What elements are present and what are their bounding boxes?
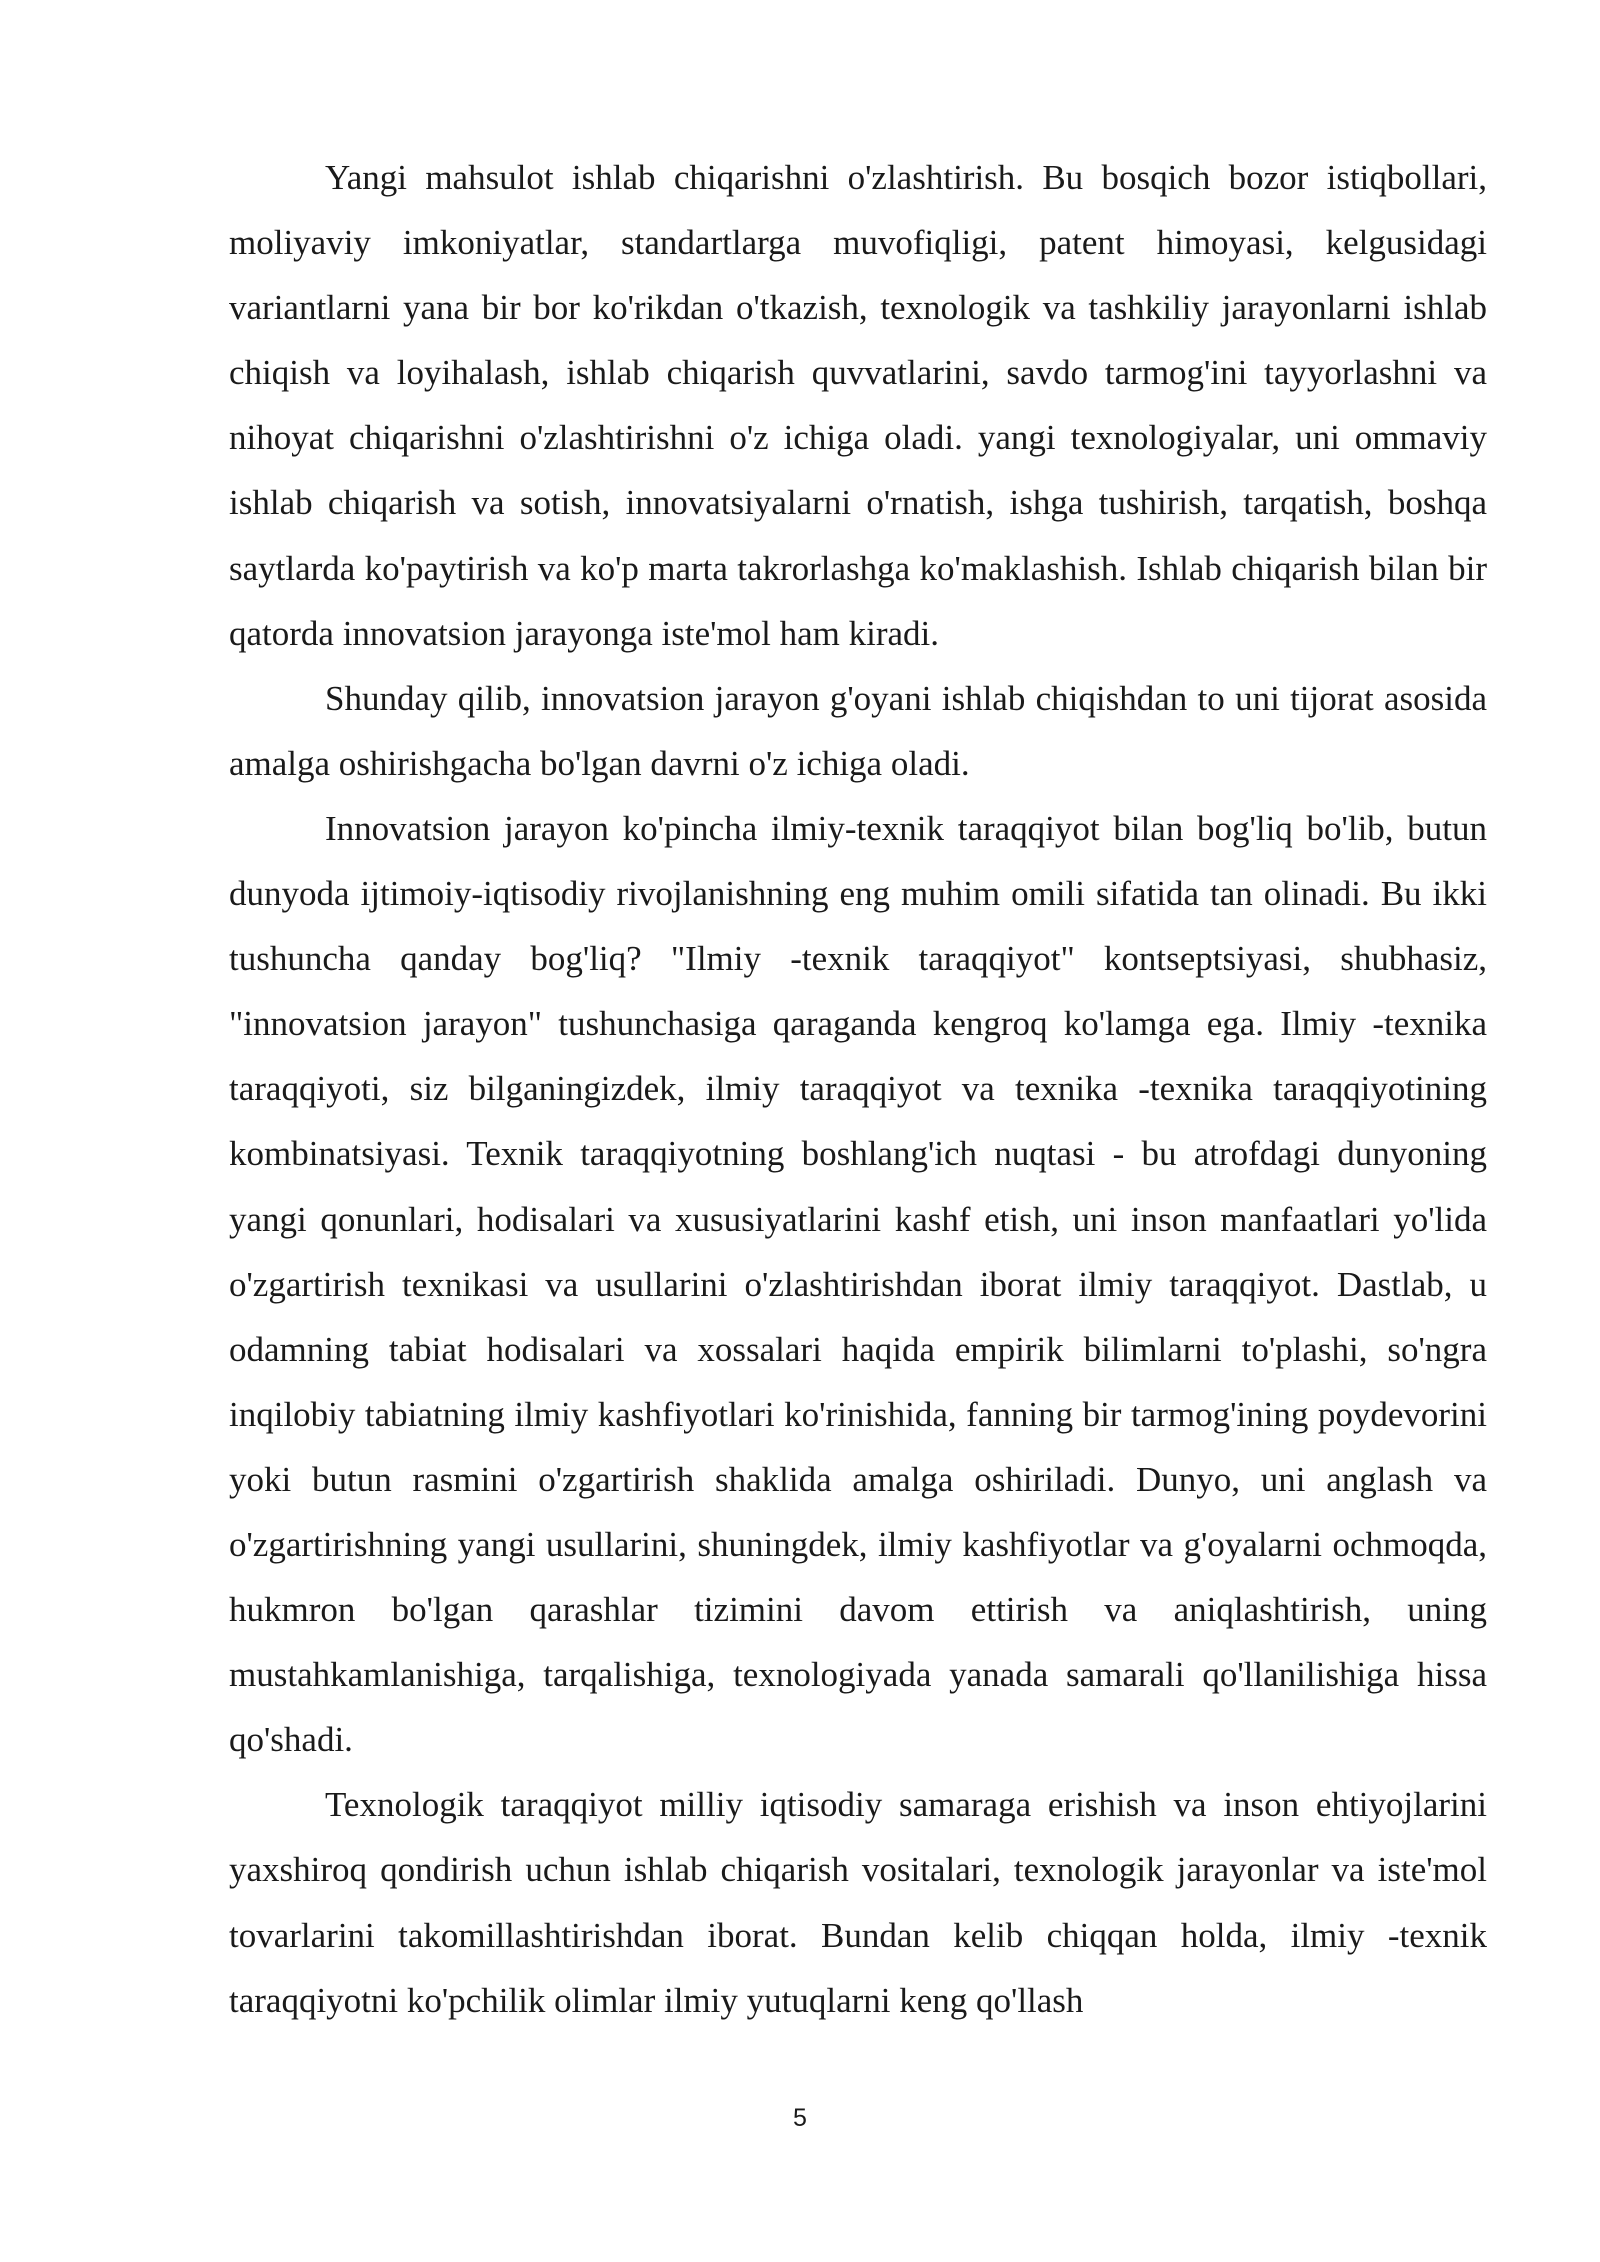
paragraph-3: Innovatsion jarayon ko'pincha ilmiy-texnik taraqqiyot bilan bog'liq bo'lib, butun dunyoda ijtimoiy-iqtisodiy rivojlanishning eng muhim omili sifatida tan olinadi. Bu ikki tushuncha qanday bog'liq? "Ilmiy -texnik taraqqiyot" kontseptsiyasi, shubhasiz, "innovatsion jarayon" tushunchasiga qaraganda kengroq ko'lamga ega. Ilmiy -texnika taraqqiyoti, siz bilganingizdek, ilmiy taraqqiyot va texnika -texnika taraqqiyotining kombinatsiyasi. Texnik taraqqiyotning boshlang'ich nuqtasi - bu atrofdagi dunyoning yangi qonunlari, hodisalari va xususiyatlarini kashf etish, uni inson manfaatlari yo'lida o'zgartirish texnikasi va usullarini o'zlashtirishdan iborat ilmiy taraqqiyot. Dastlab, u odamning tabiat hodisalari va xossalari haqida empirik bilimlarni to'plashi, so'ngra inqilobiy tabiatning ilmiy kashfiyotlari ko'rinishida, fanning bir tarmog'ining poydevorini yoki butun rasmini o'zgartirish shaklida amalga oshiriladi. Dunyo, uni anglash va o'zgartirishning yangi usullarini, shuningdek, ilmiy kashfiyotlar va g'oyalarni ochmoqda, hukmron bo'lgan qarashlar tizimini davom ettirish va aniqlashtirish, uning mustahkamlanishiga, tarqalishiga, texnologiyada yanada samarali qo'llanilishiga hissa qo'shadi. (229, 808, 1487, 1760)
paragraph-1: Yangi mahsulot ishlab chiqarishni o'zlashtirish. Bu bosqich bozor istiqbollari, moliyaviy imkoniyatlar, standartlarga muvofiqligi, patent himoyasi, kelgusidagi variantlarni yana bir bor ko'rikdan o'tkazish, texnologik va tashkiliy jarayonlarni ishlab chiqish va loyihalash, ishlab chiqarish quvvatlarini, savdo tarmog'ini tayyorlashni va nihoyat chiqarishni o'zlashtirishni o'z ichiga oladi. yangi texnologiyalar, uni ommaviy ishlab chiqarish va sotish, innovatsiyalarni o'rnatish, ishga tushirish, tarqatish, boshqa saytlarda ko'paytirish va ko'p marta takrorlashga ko'maklashish. Ishlab chiqarish bilan bir qatorda innovatsion jarayonga iste'mol ham kiradi. (229, 158, 1487, 653)
body-text (229, 145, 1487, 2033)
paragraph-4: Texnologik taraqqiyot milliy iqtisodiy samaraga erishish va inson ehtiyojlarini yaxshiroq qondirish uchun ishlab chiqarish vositalari, texnologik jarayonlar va iste'mol tovarlarini takomillashtirishdan iborat. Bundan kelib chiqqan holda, ilmiy -texnik taraqqiyotni ko'pchilik olimlar ilmiy yutuqlarni keng qo'llash (229, 1785, 1487, 2020)
page-number: 5 (793, 2104, 807, 2132)
paragraph-2: Shunday qilib, innovatsion jarayon g'oyani ishlab chiqishdan to uni tijorat asosida amalga oshirishgacha bo'lgan davrni o'z ichiga oladi. (229, 678, 1487, 783)
